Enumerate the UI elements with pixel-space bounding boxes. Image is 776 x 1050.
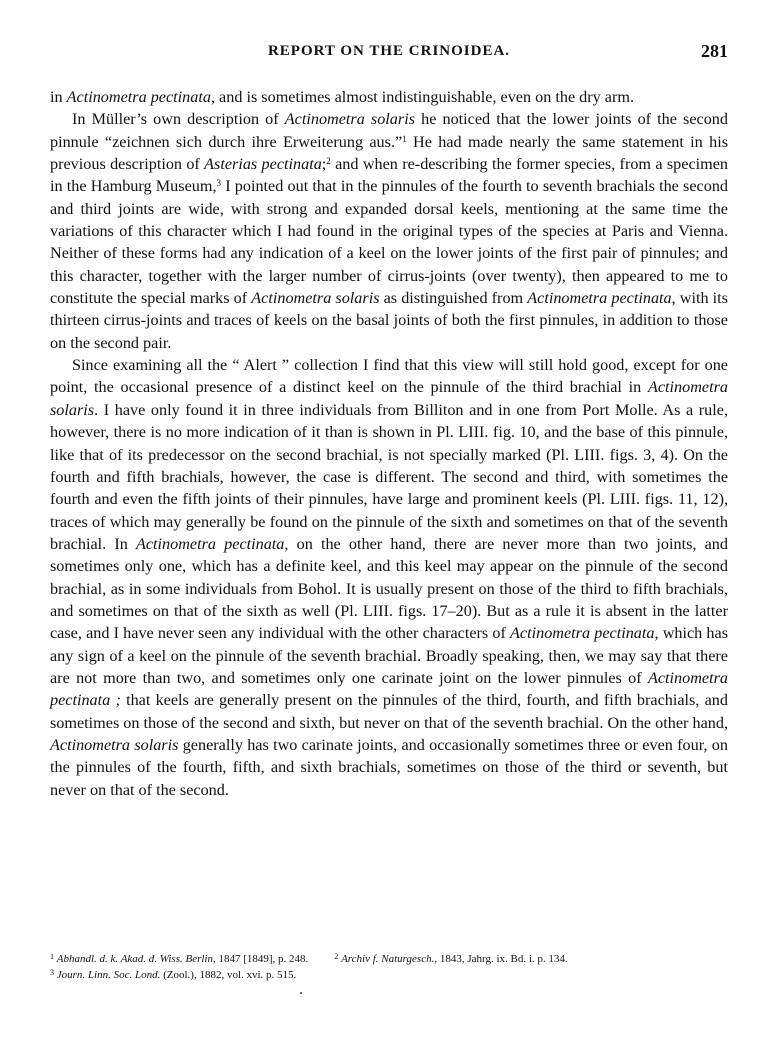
text-run: (Zool.), 1882, vol. xvi. p. 515. xyxy=(160,969,297,981)
text-run: , and is sometimes almost indistinguishable, even on the dry arm. xyxy=(210,88,635,106)
footnote-ref: 1 xyxy=(50,952,54,961)
italic-text: Actinometra pectinata xyxy=(66,88,211,106)
page-header xyxy=(50,43,728,67)
text-run: , 1847 [1849], p. 248. xyxy=(212,953,309,965)
footnote-line xyxy=(50,951,728,967)
footnote-ref: 1 xyxy=(402,133,407,144)
text-run: that keels are generally present on the pinnules of the third, fourth, and fifth brachials, and sometimes on those of the second and sixth, but never on that of the seventh brachial. On the other hand, xyxy=(50,691,728,732)
paragraph xyxy=(50,108,728,354)
text-run: Since examining all the “ Alert ” collection I find that this view will still hold good, except for one point, the occasional presence of a distinct keel on the pinnule of the third brachial in xyxy=(50,356,728,397)
italic-text: Archiv f. Naturgesch. xyxy=(341,953,435,965)
text-run: . I have only found it in three individuals from Billiton and in one from Port Molle. As a rule, however, there is no more indication of it than is shown in Pl. LIII. fig. 10, and the base of this pinnule, like that of its predecessor on the second brachial, is not specially marked (Pl. LIII. figs. 3, 4). On the fourth and fifth brachials, however, the case is different. The second and third, with sometimes the fourth and even the fifth joints of their pinnules, have large and prominent keels (Pl. LIII. figs. 11, 12), traces of which may generally be found on the pinnule of the sixth and sometimes on that of the seventh brachial. In xyxy=(50,400,728,553)
page-number: 281 xyxy=(701,41,728,61)
paragraph xyxy=(50,354,728,801)
italic-text: Actinometra pectinata ; xyxy=(50,668,728,710)
running-title: REPORT ON THE CRINOIDEA. xyxy=(267,43,511,59)
text-run: I pointed out that in the pinnules of the fourth to seventh brachials the second and third joints are wide, with strong and expanded dorsal keels, mentioning at the same time the variations of this character which I had found in the original types of the species at Paris and Vienna. Neither of these forms had any indication of a keel on the lower joints of the first pair of pinnules; and this character, together with the larger number of cirrus-joints (over twenty), then appeared to me to constitute the special marks of xyxy=(50,177,729,308)
footnote-ref: 2 xyxy=(334,952,339,961)
text-run: and when re-describing the former species, from a specimen in the Hamburg Museum, xyxy=(50,155,728,196)
italic-text: Asterias pectinata xyxy=(204,155,322,174)
body-text xyxy=(50,86,728,801)
text-run: , on the other hand, there are never more than two joints, and sometimes only one, which has a definite keel, and this keel may appear on the pinnule of the second brachial, as in some individuals from Bohol. It is usually present on those of the third to fifth brachials, and sometimes on that of the sixth as well (Pl. LIII. figs. 17–20). But as a rule it is absent in the latter case, and I have never seen any individual with the other characters of xyxy=(50,534,728,643)
footnotes xyxy=(50,951,728,983)
print-speck xyxy=(300,992,302,994)
italic-text: Actinometra solaris xyxy=(50,735,179,754)
italic-text: Actinometra pectinata xyxy=(510,624,655,643)
italic-text: Actinometra pectinata xyxy=(527,289,672,308)
italic-text: Actinometra solaris xyxy=(284,110,415,129)
text-run: as distinguished from xyxy=(379,289,528,308)
text-run: , 1843, Jahrg. ix. Bd. i. p. 134. xyxy=(434,953,568,965)
italic-text: Actinometra solaris xyxy=(50,378,728,419)
footnote-ref: 3 xyxy=(216,178,221,189)
footnote-line xyxy=(50,967,728,983)
paragraph xyxy=(50,86,728,108)
italic-text: Journ. Linn. Soc. Lond. xyxy=(56,969,161,981)
footnote-ref: 3 xyxy=(50,968,54,977)
text-run: , with its thirteen cirrus-joints and traces of keels on the basal joints of both the first pinnules, in addition to those on the second pair. xyxy=(50,289,728,352)
text-run: generally has two carinate joints, and occasionally sometimes three or even four, on the pinnules of the fourth, fifth, and sixth brachials, sometimes on those of the third or seventh, but never on that of the second. xyxy=(50,735,728,799)
italic-text: Actinometra pectinata xyxy=(135,534,285,553)
text-run: , which has any sign of a keel on the pinnule of the seventh brachial. Broadly speaking, then, we may say that there are not more than two, and sometimes only one carinate joint on the lower pinnules of xyxy=(50,624,729,687)
italic-text: Actinometra solaris xyxy=(251,289,380,308)
italic-text: Abhandl. d. k. Akad. d. Wiss. Berlin xyxy=(56,953,213,965)
text-run: ; xyxy=(321,155,327,174)
text-run: he noticed that the lower joints of the second pinnule “zeichnen sich durch ihre Erweiterung aus.” xyxy=(50,110,728,151)
text-run: He had made nearly the same statement in his previous description of xyxy=(50,132,729,174)
text-run: in xyxy=(50,88,67,106)
footnote-ref: 2 xyxy=(326,156,331,167)
text-run: In Müller’s own description of xyxy=(72,110,285,129)
